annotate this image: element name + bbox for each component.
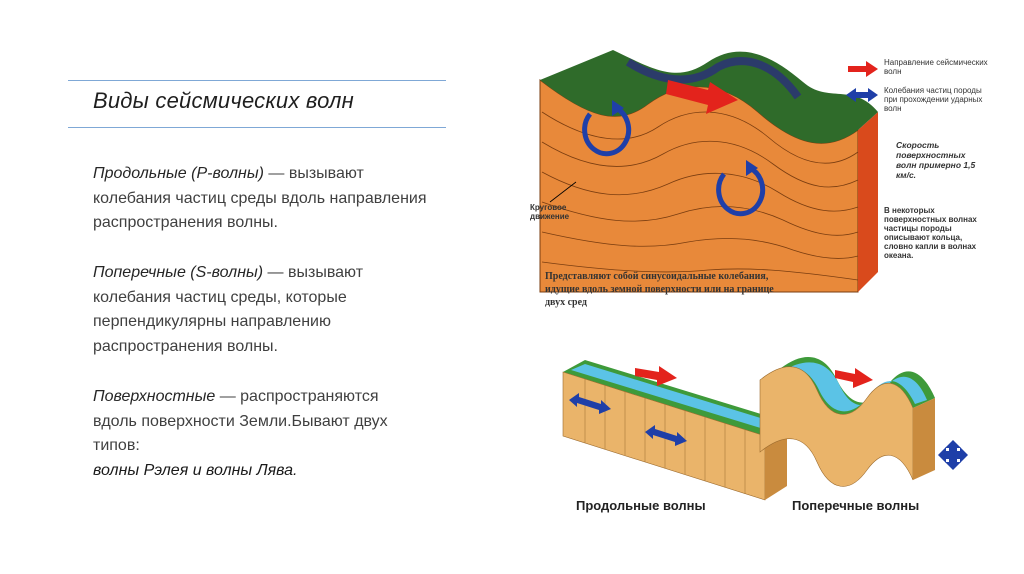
- surface-wave-paragraph: [93, 385, 423, 483]
- transverse-particle-arrows: [938, 440, 968, 470]
- legend-red-arrow: [848, 61, 878, 77]
- longitudinal-wave-label: Продольные волны: [576, 498, 706, 513]
- s-wave-term: Поперечные (S-волны): [93, 264, 264, 281]
- legend-speed-text: Скорость поверхностных волн примерно 1,5 км/с.: [896, 140, 976, 180]
- p-wave-paragraph: [93, 162, 433, 236]
- legend-note-text: В некоторых поверхностных волнах частицы породы описывают кольца, словно капли в волнах океана.: [884, 206, 977, 260]
- surface-wave-text: — распространяются вдоль поверхности Земли.Бывают двух типов:: [93, 388, 388, 454]
- s-wave-text: — вызывают колебания частиц среды, которые перпендикулярны направлению распространения волны.: [93, 264, 364, 355]
- legend-red-text: Направление сейсмических волн: [884, 58, 988, 76]
- surface-wave-caption: Представляют собой синусоидальные колебания, идущие вдоль земной поверхности или на границе двух сред: [545, 271, 774, 308]
- transverse-wave-block: [760, 357, 968, 486]
- transverse-wave-label: Поперечные волны: [792, 498, 920, 513]
- surface-wave-types: волны Рэлея и волны Лява.: [93, 461, 298, 479]
- title-rule-bottom: [68, 127, 446, 128]
- s-wave-paragraph: [93, 261, 433, 359]
- slide-title: Виды сейсмических волн: [93, 88, 354, 113]
- block-side-face: [858, 112, 878, 292]
- body-wave-diagrams: [555, 350, 995, 520]
- transverse-direction-arrow: [835, 368, 873, 388]
- p-wave-term: Продольные (P-волны): [93, 165, 264, 182]
- surface-wave-term: Поверхностные: [93, 388, 216, 405]
- title-rule-top: [68, 80, 446, 81]
- legend-blue-text: Колебания частиц породы при прохождении ударных волн: [884, 86, 983, 113]
- longitudinal-wave-block: [563, 360, 787, 500]
- circular-motion-label: Круговое движение: [530, 203, 570, 221]
- p-wave-text: — вызывают колебания частиц среды вдоль направления распространения волны.: [93, 165, 427, 231]
